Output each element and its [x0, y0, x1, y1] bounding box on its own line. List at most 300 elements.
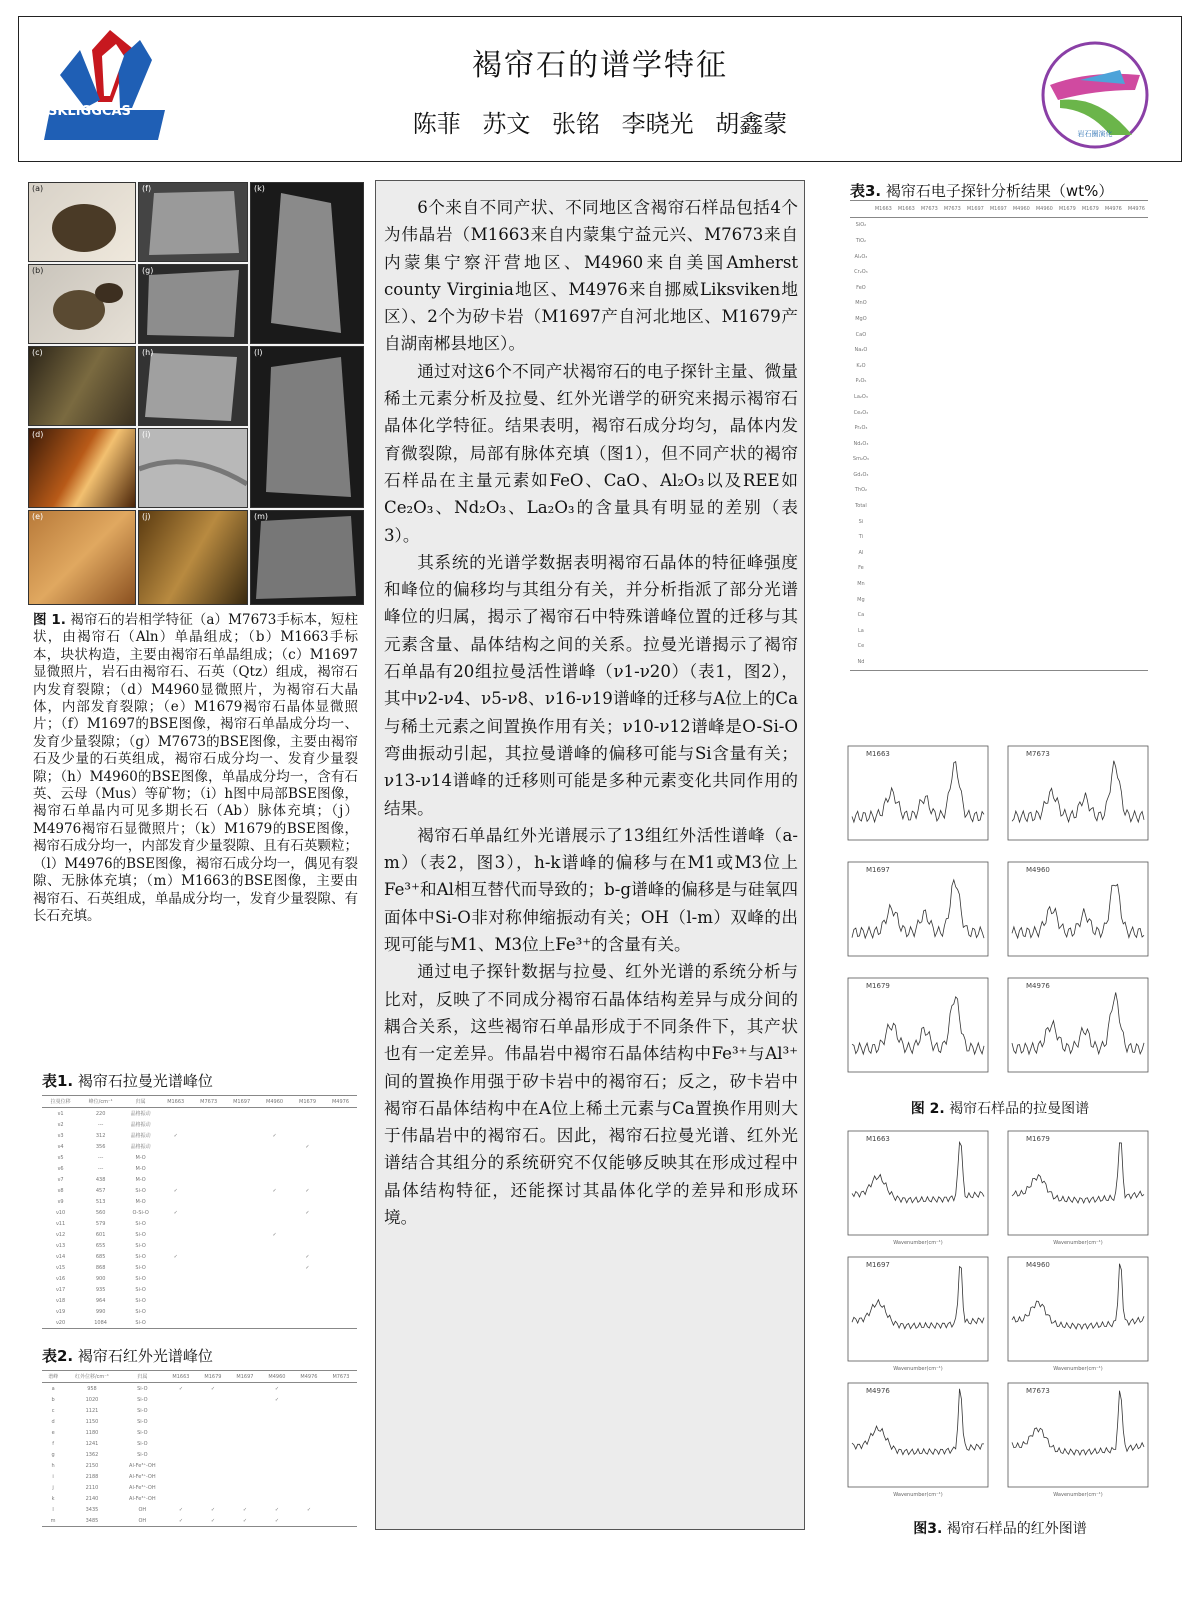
table-cell: [1056, 654, 1079, 670]
table-cell: [964, 452, 987, 468]
table-cell: [165, 1405, 197, 1416]
axis-label: Wavenumber(cm⁻¹): [893, 1492, 943, 1498]
table-cell: [1033, 514, 1056, 530]
photo-panel-d: (d): [28, 428, 136, 508]
table-header-cell: M4960: [258, 1096, 291, 1108]
table-cell: [159, 1229, 192, 1240]
table-cell: [987, 358, 1010, 374]
table-cell: [872, 217, 895, 233]
table-cell: [324, 1251, 357, 1262]
table-header-cell: M4976: [1125, 201, 1148, 218]
table-cell: [964, 498, 987, 514]
table-cell: [895, 592, 918, 608]
table-cell: La: [858, 627, 864, 634]
spectrum-panel-M1697: [848, 1257, 988, 1372]
table-cell: [291, 1130, 324, 1141]
table-cell: Si-O: [137, 1429, 148, 1436]
table-cell: [293, 1449, 325, 1460]
table-cell: MgO: [855, 315, 867, 322]
table-cell: [1102, 296, 1125, 312]
table-cell: [1033, 280, 1056, 296]
table-cell: [325, 1460, 357, 1471]
table-cell: Al-Fe³⁺-OH: [129, 1462, 156, 1469]
table-cell: K₂O: [856, 362, 866, 369]
table-cell: [324, 1240, 357, 1251]
table-row: [42, 1152, 357, 1163]
table-cell: [941, 576, 964, 592]
table-cell: [293, 1460, 325, 1471]
table-cell: [291, 1152, 324, 1163]
table-cell: [872, 452, 895, 468]
table-cell: [229, 1471, 261, 1482]
table-cell: [1079, 280, 1102, 296]
table-cell: ✓: [305, 1187, 310, 1194]
table-cell: [192, 1240, 225, 1251]
author-list: 陈菲 苏文 张铭 李晓光 胡鑫蒙: [412, 110, 788, 138]
table-row: [850, 217, 1148, 233]
table-cell: [197, 1416, 229, 1427]
table-cell: [1056, 217, 1079, 233]
table-cell: [229, 1383, 261, 1395]
table-cell: [1125, 498, 1148, 514]
table-cell: [197, 1482, 229, 1493]
table-cell: [1125, 545, 1148, 561]
table-cell: [225, 1251, 258, 1262]
table-cell: [895, 545, 918, 561]
table-cell: ---: [97, 1154, 104, 1161]
table-cell: c: [51, 1407, 55, 1414]
table-row: [850, 264, 1148, 280]
table-cell: [165, 1427, 197, 1438]
axis-label: Wavenumber(cm⁻¹): [1053, 1492, 1103, 1498]
table-cell: 220: [95, 1110, 106, 1117]
table-cell: [197, 1405, 229, 1416]
table-cell: [225, 1295, 258, 1306]
table-cell: [258, 1262, 291, 1273]
table-cell: [964, 249, 987, 265]
table-row: [42, 1504, 357, 1515]
table-cell: ν3: [57, 1132, 64, 1139]
table-row: [42, 1295, 357, 1306]
table-cell: [964, 592, 987, 608]
table-row: [42, 1416, 357, 1427]
table-cell: Sm₂O₃: [852, 456, 869, 463]
table-cell: [1033, 296, 1056, 312]
table-cell: [987, 264, 1010, 280]
table-cell: [872, 264, 895, 280]
table-cell: [1102, 233, 1125, 249]
table-cell: [895, 342, 918, 358]
table-cell: [1125, 280, 1148, 296]
table-header-cell: M4976: [293, 1371, 325, 1383]
table-cell: [1056, 311, 1079, 327]
table-cell: [1010, 452, 1033, 468]
table-cell: [987, 452, 1010, 468]
table-row: [42, 1515, 357, 1527]
table-header-cell: M1663: [165, 1371, 197, 1383]
table-cell: [1125, 405, 1148, 421]
table-cell: [918, 561, 941, 577]
table-cell: [159, 1284, 192, 1295]
table-header-cell: M4976: [1102, 201, 1125, 218]
table-cell: Al-Fe³⁺-OH: [129, 1484, 156, 1491]
table-cell: ν15: [56, 1264, 66, 1271]
table-row: [850, 452, 1148, 468]
table-cell: [324, 1185, 357, 1196]
table-cell: [1033, 217, 1056, 233]
main-text: [384, 194, 798, 1231]
table-cell: Ti: [858, 534, 864, 541]
table-cell: [872, 561, 895, 577]
table-cell: Na₂O: [854, 347, 868, 354]
table-cell: [1033, 639, 1056, 655]
table-cell: [229, 1405, 261, 1416]
photo-panel-k: (k): [250, 182, 364, 344]
table-cell: [941, 374, 964, 390]
table-cell: [941, 592, 964, 608]
table-cell: [192, 1108, 225, 1120]
table-cell: [165, 1493, 197, 1504]
table-cell: ν4: [57, 1143, 64, 1150]
table-cell: [872, 374, 895, 390]
table-cell: [225, 1130, 258, 1141]
table-cell: ✓: [305, 1209, 310, 1216]
table-cell: [291, 1306, 324, 1317]
table-cell: [225, 1306, 258, 1317]
table-row: [42, 1273, 357, 1284]
table-row: [850, 389, 1148, 405]
table-row: [850, 420, 1148, 436]
table-cell: 655: [95, 1242, 106, 1249]
table-header-cell: M1697: [987, 201, 1010, 218]
table-cell: ✓: [197, 1515, 229, 1527]
table-cell: [1033, 452, 1056, 468]
table-cell: [872, 467, 895, 483]
spectrum-panel-label: M1679: [1026, 1135, 1050, 1143]
table-cell: 513: [95, 1198, 106, 1205]
table-cell: [1125, 249, 1148, 265]
table-cell: CaO: [855, 331, 867, 338]
table-cell: [1102, 249, 1125, 265]
table-cell: [1010, 529, 1033, 545]
table-cell: [261, 1449, 293, 1460]
table-cell: [1102, 639, 1125, 655]
table-cell: [1102, 483, 1125, 499]
table-cell: [1079, 374, 1102, 390]
table-cell: m: [42, 1515, 64, 1527]
table-cell: [941, 467, 964, 483]
table-row: [42, 1460, 357, 1471]
table-row: [42, 1405, 357, 1416]
table-cell: ThO₂: [854, 487, 868, 494]
table-cell: [192, 1196, 225, 1207]
table-cell: [324, 1306, 357, 1317]
table-cell: [964, 561, 987, 577]
table-cell: ✓: [210, 1385, 216, 1392]
table-cell: 935: [95, 1286, 106, 1293]
table-cell: [225, 1119, 258, 1130]
table-cell: [987, 561, 1010, 577]
table-cell: [261, 1460, 293, 1471]
table-cell: [1102, 592, 1125, 608]
table-cell: MnO: [855, 300, 867, 307]
table-row: [850, 249, 1148, 265]
table-header-cell: M7673: [918, 201, 941, 218]
spectrum-panel-label: M1697: [866, 1261, 890, 1269]
table-cell: [325, 1394, 357, 1405]
table-row: [850, 327, 1148, 343]
spectrum-panel-M1679: [1008, 1131, 1148, 1246]
table-cell: Si-O: [135, 1297, 146, 1304]
table-row: [42, 1163, 357, 1174]
photo-panel-l: (l): [250, 346, 364, 508]
table-cell: [325, 1416, 357, 1427]
table-cell: [225, 1152, 258, 1163]
table-cell: ✓: [305, 1264, 310, 1271]
table-cell: TiO₂: [855, 237, 867, 244]
table-cell: [872, 483, 895, 499]
table-header-cell: M7673: [941, 201, 964, 218]
table-cell: [872, 529, 895, 545]
table-cell: 1150: [85, 1418, 99, 1425]
table-row: [850, 280, 1148, 296]
table-cell: [1056, 623, 1079, 639]
table-cell: [225, 1174, 258, 1185]
table-cell: [325, 1438, 357, 1449]
table-cell: [987, 327, 1010, 343]
table-cell: [964, 358, 987, 374]
table-header-cell: M4960: [1010, 201, 1033, 218]
table-cell: [325, 1427, 357, 1438]
table-cell: [895, 233, 918, 249]
table-cell: [159, 1108, 192, 1120]
table-cell: Total: [855, 503, 867, 510]
table-cell: 685: [95, 1253, 106, 1260]
table-cell: [964, 389, 987, 405]
table-cell: 958: [87, 1385, 97, 1392]
table-cell: Si-O: [135, 1275, 146, 1282]
table-cell: [918, 358, 941, 374]
table-cell: [895, 389, 918, 405]
table-cell: [258, 1317, 291, 1329]
table-cell: [192, 1262, 225, 1273]
axis-label: Wavenumber(cm⁻¹): [893, 1240, 943, 1246]
table-cell: [918, 639, 941, 655]
table-cell: [987, 623, 1010, 639]
table-header-cell: [850, 201, 872, 218]
table-cell: [258, 1174, 291, 1185]
table-cell: [1102, 561, 1125, 577]
table-cell: [293, 1405, 325, 1416]
paragraph-conclusion: 通过电子探针数据与拉曼、红外光谱的系统分析与比对，反映了不同成分褐帘石晶体结构差异与成分间的耦合关系，这些褐帘石单晶形成于不同条件下，其产状也有一定差异。伟晶岩中褐帘石晶体结构中Fe³⁺与Al³⁺间的置换作用强于矽卡岩中的褐帘石；反之，矽卡岩中褐帘石晶体结构中在A位上稀土元素与Ca置换作用则大于伟晶岩中的褐帘石。因此，褐帘石拉曼光谱、红外光谱结合其组分的系统研究不仅能够反映其在形成过程中晶体结构特征，还能探讨其晶体化学的差异和形成环境。: [384, 962, 798, 1227]
table-row: [850, 311, 1148, 327]
table-cell: [261, 1427, 293, 1438]
table-cell: ν17: [56, 1286, 66, 1293]
table-cell: [258, 1141, 291, 1152]
table-cell: Si-O: [135, 1242, 146, 1249]
spectrum-panel-label: M1663: [866, 1135, 890, 1143]
logo-text: SKLIGGCAS: [48, 104, 131, 119]
table-cell: [1010, 389, 1033, 405]
table-cell: Ca: [857, 612, 865, 619]
table-cell: [324, 1317, 357, 1329]
table-cell: [197, 1449, 229, 1460]
table-cell: [1033, 483, 1056, 499]
table-cell: ν2: [57, 1121, 64, 1128]
table-cell: [918, 280, 941, 296]
table-cell: [987, 639, 1010, 655]
table-cell: [1125, 452, 1148, 468]
table-row: [42, 1229, 357, 1240]
table-cell: ✓: [274, 1385, 280, 1392]
table-cell: [895, 327, 918, 343]
table-cell: [324, 1119, 357, 1130]
spectrum-panel-label: M4960: [1026, 1261, 1050, 1269]
table-cell: 457: [95, 1187, 106, 1194]
table-cell: [192, 1207, 225, 1218]
table-cell: [192, 1163, 225, 1174]
table-cell: Si-O: [135, 1187, 146, 1194]
table-cell: [1010, 639, 1033, 655]
table-cell: [1125, 389, 1148, 405]
table-cell: [872, 514, 895, 530]
table-cell: Si-O: [137, 1385, 148, 1392]
table-cell: [1125, 342, 1148, 358]
spectrum-panel-M4976: [848, 1383, 988, 1498]
table-row: [850, 561, 1148, 577]
table-cell: M-O: [135, 1176, 146, 1183]
table-header-cell: M4960: [261, 1371, 293, 1383]
table-row: [850, 436, 1148, 452]
table-cell: [197, 1460, 229, 1471]
table-cell: [895, 498, 918, 514]
table-cell: [918, 389, 941, 405]
table-cell: [1056, 389, 1079, 405]
table-cell: [1102, 654, 1125, 670]
table-cell: [325, 1493, 357, 1504]
table-row: [42, 1317, 357, 1329]
table-cell: [192, 1130, 225, 1141]
table-cell: [1056, 592, 1079, 608]
table-cell: [872, 420, 895, 436]
table-cell: 1121: [85, 1407, 99, 1414]
table-cell: [159, 1163, 192, 1174]
table-cell: Al: [858, 549, 864, 556]
table-cell: [1125, 217, 1148, 233]
table-header-cell: M4976: [324, 1096, 357, 1108]
table-cell: [964, 545, 987, 561]
table-cell: 2150: [85, 1462, 99, 1469]
table-cell: [325, 1449, 357, 1460]
table-cell: [1125, 639, 1148, 655]
table-cell: [197, 1438, 229, 1449]
table-cell: [1079, 498, 1102, 514]
table-header-cell: M4960: [1033, 201, 1056, 218]
photo-panel-m: (m): [250, 510, 364, 605]
table-cell: [159, 1174, 192, 1185]
table-cell: [1010, 280, 1033, 296]
table-cell: 3435: [85, 1506, 99, 1513]
table-cell: [941, 296, 964, 312]
table-cell: [291, 1108, 324, 1120]
table-row: [42, 1482, 357, 1493]
table-row: [42, 1438, 357, 1449]
table-cell: [159, 1262, 192, 1273]
table-cell: [1079, 654, 1102, 670]
table-cell: [1033, 607, 1056, 623]
table-cell: [1125, 576, 1148, 592]
photo-panel-j: (j): [138, 510, 248, 605]
table-cell: [1010, 311, 1033, 327]
table-cell: [918, 529, 941, 545]
table-cell: [324, 1273, 357, 1284]
table-cell: [941, 498, 964, 514]
table-cell: 晶格振动: [130, 1111, 151, 1117]
table-cell: [197, 1394, 229, 1405]
spectrum-panel-label: M7673: [1026, 750, 1050, 758]
table-cell: M-O: [135, 1154, 146, 1161]
table-row: [850, 529, 1148, 545]
table-cell: [192, 1284, 225, 1295]
table-cell: [872, 654, 895, 670]
table-cell: [293, 1438, 325, 1449]
table-cell: [872, 498, 895, 514]
table-cell: [1125, 420, 1148, 436]
table-cell: [1102, 514, 1125, 530]
table-row: [850, 607, 1148, 623]
table-cell: [895, 249, 918, 265]
table-cell: ✓: [173, 1209, 178, 1216]
table-cell: 3485: [64, 1515, 119, 1527]
table-row: [42, 1174, 357, 1185]
figure-3-infrared-spectra: [840, 1125, 1150, 1505]
table-cell: [987, 405, 1010, 421]
table-row: [42, 1262, 357, 1273]
table-cell: [872, 358, 895, 374]
table-cell: [192, 1295, 225, 1306]
photo-panel-c: (c): [28, 346, 136, 426]
table-cell: [324, 1196, 357, 1207]
table-cell: ν20: [42, 1317, 79, 1329]
table-cell: [324, 1174, 357, 1185]
table-cell: [964, 607, 987, 623]
table-cell: [941, 483, 964, 499]
table-cell: [1079, 607, 1102, 623]
table-header-cell: 归属: [120, 1371, 165, 1383]
table-cell: [165, 1449, 197, 1460]
table-cell: Si-O: [135, 1220, 146, 1227]
spectrum-panel-M4960: [1008, 1257, 1148, 1372]
table-cell: [1079, 233, 1102, 249]
photo-panel-g: (g): [138, 264, 248, 344]
table-row: [42, 1449, 357, 1460]
table-cell: [964, 374, 987, 390]
table-cell: [325, 1515, 357, 1527]
spectrum-panel-label: M4976: [866, 1387, 890, 1395]
table-cell: [258, 1108, 291, 1120]
table-cell: [192, 1141, 225, 1152]
table-cell: [1033, 545, 1056, 561]
table-cell: [941, 389, 964, 405]
table-cell: ✓: [274, 1396, 280, 1403]
table-cell: [324, 1262, 357, 1273]
table-cell: [1125, 374, 1148, 390]
table-cell: [225, 1141, 258, 1152]
table-row: [850, 498, 1148, 514]
photo-panel-f: (f): [138, 182, 248, 262]
table-cell: [1033, 498, 1056, 514]
table-cell: [325, 1405, 357, 1416]
